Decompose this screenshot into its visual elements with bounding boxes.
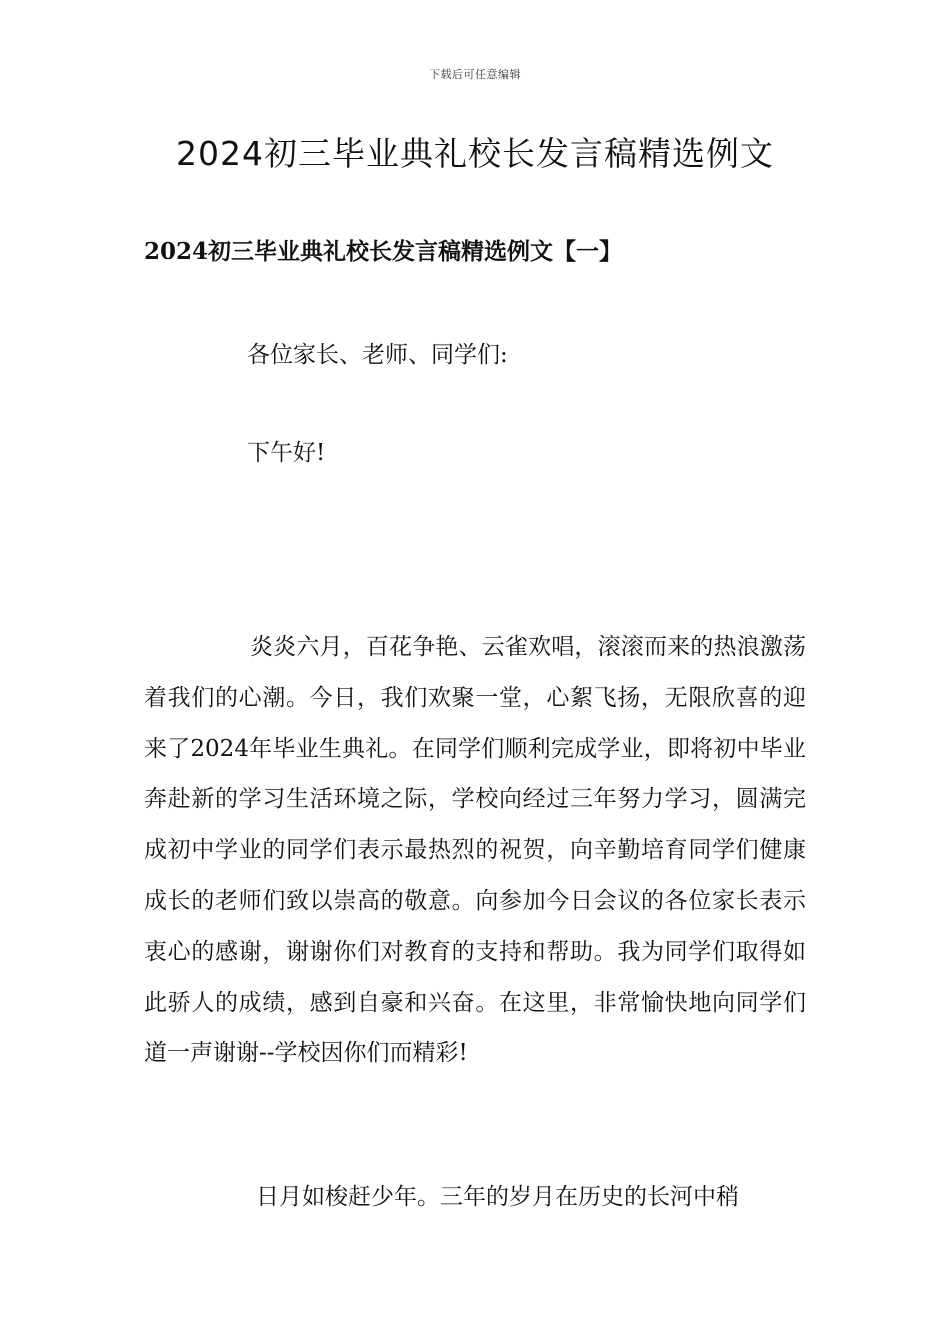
- greeting: 下午好!: [247, 440, 326, 466]
- body-paragraph: 炎炎六月，百花争艳、云雀欢唱，滚滚而来的热浪激荡着我们的心潮。今日，我们欢聚一堂，心絮飞扬，无限欣喜的迎来了2024年毕业生典礼。在同学们顺利完成学业，即将初中毕业奔赴新的学习生活环境之际，学校向经过三年努力学习，圆满完成初中学业的同学们表示最热烈的祝贺，向辛勤培育同学们健康成长的老师们致以崇高的敬意。向参加今日会议的各位家长表示衷心的感谢，谢谢你们对教育的支持和帮助。我为同学们取得如此骄人的成绩，感到自豪和兴奋。在这里，非常愉快地向同学们道一声谢谢--学校因你们而精彩!: [144, 634, 806, 1067]
- section-heading: 2024初三毕业典礼校长发言稿精选例文【一】: [144, 238, 623, 265]
- document-title: 2024初三毕业典礼校长发言稿精选例文: [176, 134, 774, 173]
- body-paragraph: 日月如梭赶少年。三年的岁月在历史的长河中稍: [256, 1184, 739, 1210]
- header-note: 下载后可任意编辑: [429, 68, 521, 81]
- salutation: 各位家长、老师、同学们:: [247, 342, 508, 368]
